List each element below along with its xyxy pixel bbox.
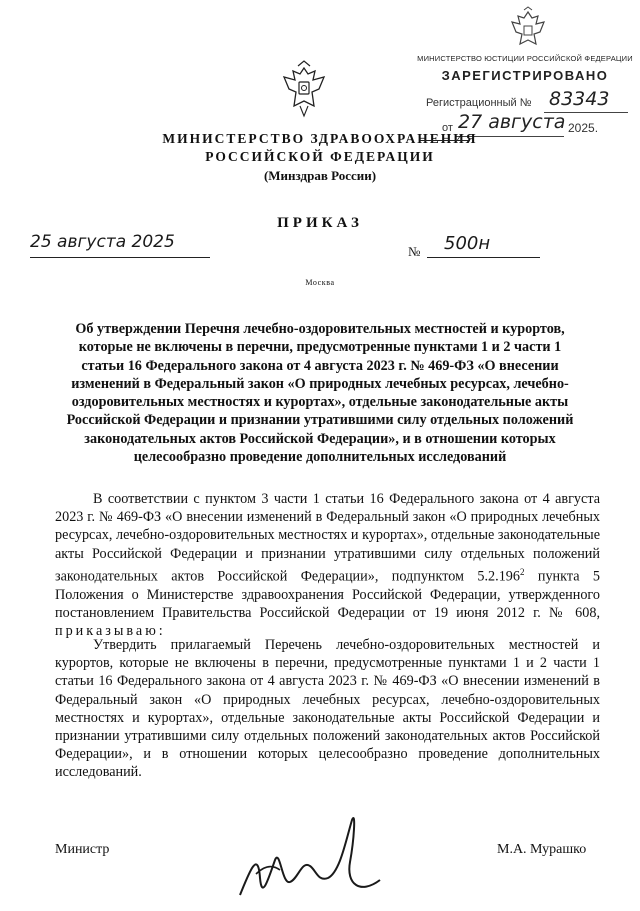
order-number-label: № (408, 244, 421, 259)
order-word: приказываю: (55, 623, 166, 640)
coat-of-arms-icon (278, 58, 330, 120)
stamp-regnum-value: 83343 (549, 88, 610, 110)
order-date: 25 августа 2025 (30, 232, 175, 252)
ministry-name (100, 130, 540, 166)
order-number-line (427, 257, 540, 258)
stamp-date-value: 27 августа (458, 111, 566, 133)
order-number: 500н (444, 233, 491, 254)
signer-title: Министр (55, 842, 110, 857)
paragraph-approve: Утвердить прилагаемый Перечень лечебно-оздоровительных местностей и курортов, которые не включены в перечни, предусмотренные пунктами 1 и 2 части 1 статьи 16 Федерального закона от 4 августа 2023 г. № 469-ФЗ «О внесении изменений в Федеральный закон «О природных лечебных ресурсах, лечебно-оздоровительных местностях и курортах», отдельные законодательные акты Российской Федерации и признании утратившими силу отдельных положений законодательных актов Российской Федерации», и в отношении которых целесообразно проведение дополнительных исследований. (55, 637, 600, 781)
stamp-eagle-emblem-icon (504, 6, 552, 54)
paragraph-basis-main: В соответствии с пунктом 3 части 1 статьи 16 Федерального закона от 4 августа 2023 г. № 469-ФЗ «О внесении изменений в Федеральный закон «О природных лечебных ресурсах, лечебно-оздоровительных местностях и курортах», отдельные законодательные акты Российской Федерации и признании утратившими силу отдельных положений законодательных актов Российской Федерации», подпунктом 5.2.196 (55, 491, 600, 585)
city: Москва (305, 278, 335, 287)
signer-name: М.А. Мурашко (497, 842, 587, 857)
ministry-strike-line (420, 140, 470, 141)
ministry-line-1: МИНИСТЕРСТВО ЗДРАВООХРАНЕНИЯ (162, 131, 478, 146)
paragraph-basis-superscript: 2 (519, 566, 525, 577)
stamp-regnum-label: Регистрационный № (426, 97, 532, 109)
stamp-year: 2025. (568, 121, 599, 135)
paragraph-basis-tail: пункта 5 Положения о Министерстве здравоохранения Российской Федерации, утвержденного постановлением Правительства Российской Федерации от 19 июня 2012 г. № 608, (55, 568, 600, 621)
ministry-line-2: РОССИЙСКОЙ ФЕДЕРАЦИИ (205, 149, 435, 164)
document-title: Об утверждении Перечня лечебно-оздоровительных местностей и курортов, которые не включены в перечни, предусмотренные пунктами 1 и 2 части 1 статьи 16 Федерального закона от 4 августа 2023 г. № 469-ФЗ «О внесении изменений в Федеральный закон «О природных лечебных ресурсах, лечебно-оздоровительных местностях и курортах», отдельные законодательные акты Российской Федерации и признании утратившими силу отдельных положений законодательных актов Российской Федерации», и в отношении которых целесообразно проведение дополнительных исследований (66, 321, 574, 466)
registration-stamp (416, 2, 634, 142)
order-title: ПРИКАЗ (277, 215, 363, 231)
ministry-short-name: (Минздрав России) (263, 168, 377, 183)
handwritten-signature (220, 800, 420, 911)
stamp-ministry: МИНИСТЕРСТВО ЮСТИЦИИ РОССИЙСКОЙ ФЕДЕРАЦИИ (417, 54, 633, 63)
paragraph-basis (55, 490, 600, 640)
stamp-registered: ЗАРЕГИСТРИРОВАНО (441, 68, 609, 83)
stamp-date-prefix: от (442, 122, 453, 134)
order-date-line (30, 257, 210, 258)
